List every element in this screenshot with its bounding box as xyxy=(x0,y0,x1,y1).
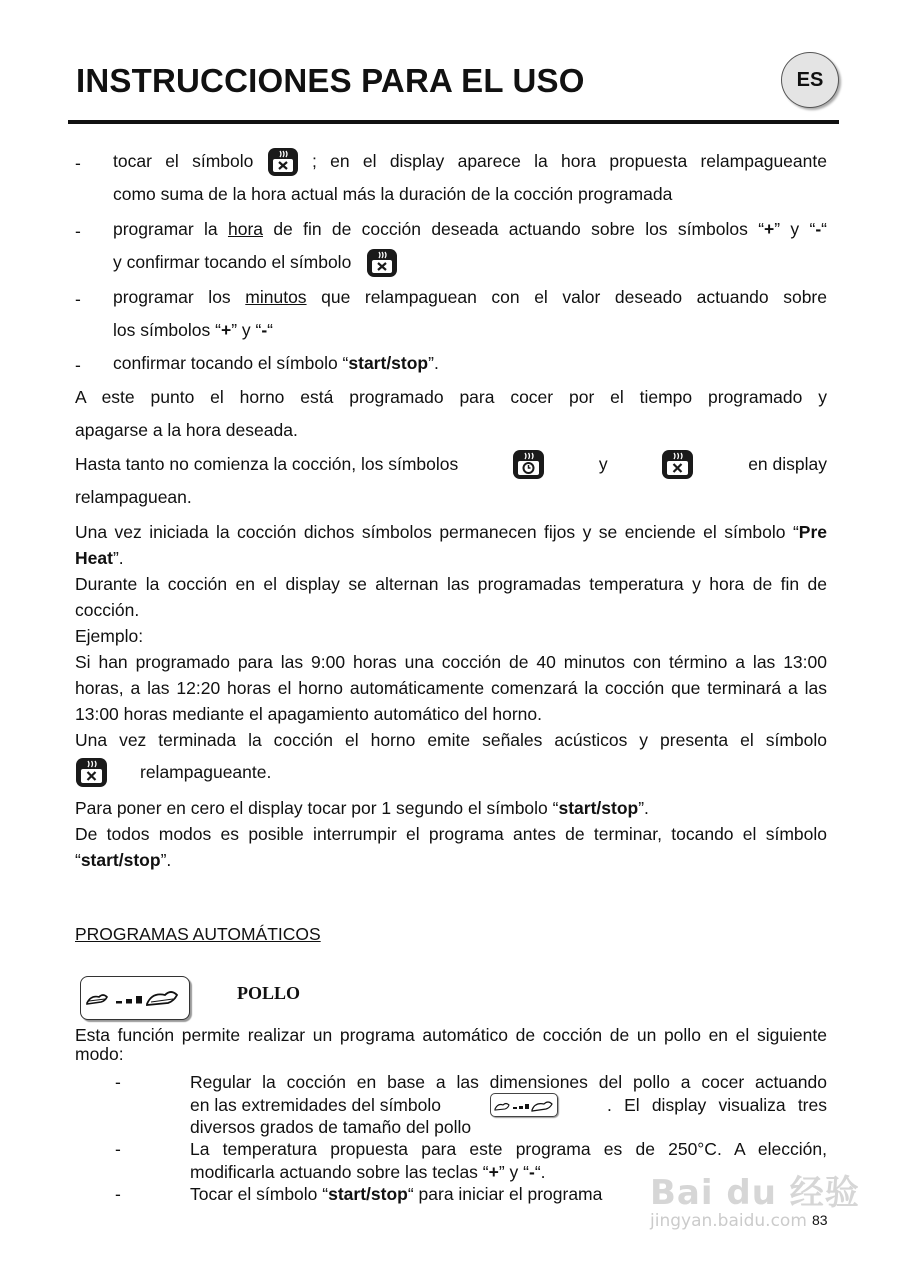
bullet-text-line2: como suma de la hora actual más la duración de la cocción programada xyxy=(113,184,673,204)
start-stop-label: start/stop xyxy=(348,353,429,373)
start-stop-label: start/stop xyxy=(80,850,161,870)
paragraph xyxy=(75,448,827,514)
chicken-program-button[interactable] xyxy=(80,976,190,1020)
section-intro: Esta función permite realizar un programa automático de cocción de un pollo en el siguiente modo: xyxy=(75,1025,827,1064)
header-rule xyxy=(68,120,839,124)
plus-symbol: + xyxy=(764,219,775,239)
bullet-item xyxy=(113,347,827,380)
bullet-text: tocar el símbolo xyxy=(113,151,254,171)
pre-heat-label: Pre Heat xyxy=(75,522,827,568)
paragraph-text: ”. xyxy=(112,548,124,568)
start-stop-label: start/stop xyxy=(328,1184,408,1204)
paragraph-text: relampagueante. xyxy=(140,762,272,782)
underlined-word: hora xyxy=(227,219,264,239)
step-dash: - xyxy=(115,1184,121,1204)
step-dash: - xyxy=(115,1072,121,1092)
underlined-word: minutos xyxy=(245,287,307,307)
step-text: en las extremidades del símbolo xyxy=(190,1094,441,1115)
step-text: La temperatura propuesta para este programa es de 250°C. A elección, modificarla actuando sobre las teclas “ xyxy=(190,1139,827,1182)
paragraph xyxy=(75,519,827,571)
step-dash: - xyxy=(115,1139,121,1159)
bullet-item xyxy=(113,145,827,211)
paragraph-text: Para poner en cero el display tocar por 1 segundo el símbolo “ xyxy=(75,798,559,818)
timer-end-icon xyxy=(366,248,398,278)
step-item xyxy=(190,1071,827,1139)
paragraph-text: Una vez iniciada la cocción dichos símbolos permanecen fijos y se enciende el símbolo “ xyxy=(75,522,799,542)
timer-end-icon xyxy=(75,757,108,788)
bullet-text: “ xyxy=(821,219,827,239)
bullet-item xyxy=(113,281,827,347)
timer-start-icon xyxy=(512,449,545,480)
paragraph xyxy=(75,727,827,753)
start-stop-label: start/stop xyxy=(558,798,639,818)
watermark-url: jingyan.baidu.com xyxy=(650,1211,807,1231)
minus-symbol: - xyxy=(815,219,822,239)
paragraph-line: Una vez terminada la cocción el horno emite señales acústicos y presenta el símbolo xyxy=(75,730,827,750)
bullet-item xyxy=(113,213,827,279)
bullet-text: de fin de cocción deseada actuando sobre los símbolos “ xyxy=(273,219,765,239)
paragraph-text: ”. xyxy=(160,850,172,870)
paragraph xyxy=(75,821,827,873)
bullet-dash: - xyxy=(75,221,81,241)
bullet-text: “ xyxy=(267,320,273,340)
bullet-text: confirmar tocando el símbolo “ xyxy=(113,353,349,373)
bullet-text: ; en el display aparece la hora propuesta relampagueante xyxy=(311,151,827,171)
step-text: ” y “ xyxy=(498,1161,529,1182)
bullet-text-line2: y confirmar tocando el símbolo xyxy=(113,252,352,272)
bullet-text: ” y “ xyxy=(774,219,816,239)
paragraph-text: De todos modos es posible interrumpir el programa antes de terminar, tocando el símbolo “ xyxy=(75,824,827,870)
step-line: diversos grados de tamaño del pollo xyxy=(190,1117,472,1137)
paragraph-line xyxy=(75,757,271,788)
paragraph: Ejemplo: xyxy=(75,626,144,646)
step-text: Tocar el símbolo “ xyxy=(190,1184,329,1204)
bullet-dash: - xyxy=(75,153,81,173)
chicken-size-icon xyxy=(490,1093,558,1117)
page-title: INSTRUCCIONES PARA EL USO xyxy=(76,62,585,99)
paragraph-line: apagarse a la hora deseada. xyxy=(75,420,298,440)
timer-end-icon xyxy=(661,449,694,480)
step-text: “. xyxy=(534,1161,546,1182)
paragraph-text: ”. xyxy=(638,798,649,818)
paragraph xyxy=(75,381,827,447)
paragraph-text: en display xyxy=(748,454,827,474)
paragraph-line: A este punto el horno está programado para cocer por el tiempo programado y xyxy=(75,387,827,407)
bullet-text: programar los xyxy=(113,287,231,307)
page-number: 83 xyxy=(812,1212,828,1228)
plus-symbol: + xyxy=(220,320,232,340)
bullet-dash: - xyxy=(75,355,81,375)
program-name: POLLO xyxy=(237,983,301,1003)
timer-end-icon xyxy=(267,147,299,177)
bullet-text: los símbolos “ xyxy=(113,320,221,340)
bullet-text: ”. xyxy=(428,353,439,373)
bullet-text: que relampaguean con el valor deseado actuando sobre xyxy=(321,287,827,307)
minus-symbol: - xyxy=(261,320,268,340)
bullet-dash: - xyxy=(75,289,81,309)
paragraph: Durante la cocción en el display se alternan las programadas temperatura y hora de fin de cocción. xyxy=(75,574,827,620)
step-text: . El display visualiza tres xyxy=(607,1094,827,1115)
bullet-text: ” y “ xyxy=(231,320,262,340)
paragraph-line: relampaguean. xyxy=(75,487,192,507)
chicken-size-icon xyxy=(81,977,189,1019)
step-line: Regular la cocción en base a las dimensiones del pollo a cocer actuando xyxy=(190,1072,827,1092)
bullet-text: programar la xyxy=(113,219,218,239)
language-badge: ES xyxy=(781,52,839,108)
paragraph-text: Hasta tanto no comienza la cocción, los símbolos xyxy=(75,454,459,474)
paragraph-text: y xyxy=(598,454,608,474)
section-heading: PROGRAMAS AUTOMÁTICOS xyxy=(75,924,321,944)
watermark-logo: Bai du 经验 xyxy=(650,1173,860,1213)
paragraph: Si han programado para las 9:00 horas una cocción de 40 minutos con término a las 13:00 horas, a las 12:20 horas el horno automáticamente comenzará la cocción que terminará a las 13:00 horas mediante el apagamiento automático del horno. xyxy=(75,652,827,724)
paragraph xyxy=(75,795,827,821)
step-text: “ para iniciar el programa xyxy=(407,1184,603,1204)
minus-symbol: - xyxy=(529,1161,535,1182)
plus-symbol: + xyxy=(488,1161,499,1182)
